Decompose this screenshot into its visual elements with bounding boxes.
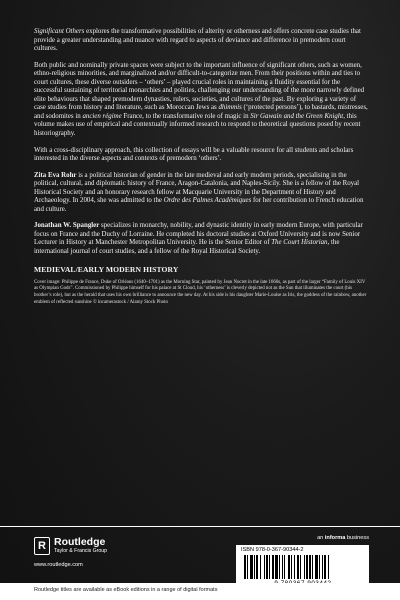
barcode-icon: [244, 555, 362, 579]
spangler-bio-b: , the international journal of court studies, and a fellow of the Royal Historical Society.: [34, 239, 340, 256]
spangler-bio-a: specializes in monarchy, nobility, and dynastic identity in early modern Europe, with particular focus on France and the Duchy of Lorraine. He completed his doctoral studies at Oxford University and is now Senior Lecturer in History at Manchester Metropolitan University. He is the Senior Editor of: [34, 222, 363, 247]
informa-tagline: [317, 535, 369, 541]
blurb-area: [34, 28, 369, 307]
rohr-bio-b: for her contribution to French education and culture.: [34, 197, 364, 213]
spangler-bio: [34, 222, 369, 256]
intro-paragraph: [34, 28, 369, 54]
rohr-bio-a: is a political historian of gender in the late medieval and early modern periods, specialising in the political, cultural, and diplomatic history of France, Aragon-Catalonia, and Naples-Sicily. She is a fellow of the Royal Historical Society and an honorary research fellow at Macquarie University in the Department of History and Archaeology. In 2004, she was admitted to the: [34, 171, 360, 205]
cover-caption: Cover image: Philippe de France, Duke of Orléans (1640–1701) as the Morning Star, painted by Jean Nocret in the late 1660s, as part of the larger “Family of Louis XIV as Olympian Gods”. Commissioned by Philippe himself for his palace at St Cloud, his ‘otherness’ is cleverly depicted not as the Sun that illuminates the court (his brother’s role), but as the herald that uses his own brilliance to announce the new day. At his side is his daughter Marie-Louise as Iris, the goddess of the rainbow, another emblem of reflected sunshine © incamerastock / Alamy Stock Photo: [34, 279, 367, 305]
subject-heading: MEDIEVAL/EARLY MODERN HISTORY: [34, 264, 179, 274]
dhimmis-term: dhimmis: [218, 104, 242, 112]
scope-text-d: , this volume makes use of empirical and contextually informed research to respond to theoretical questions posed by recent historiography.: [34, 112, 361, 138]
isbn-label: ISBN 978-0-367-90344-2: [241, 547, 304, 553]
publisher-name: Routledge: [54, 536, 106, 548]
informa-brand: informa: [324, 535, 346, 541]
footer-text: Routledge titles are available as eBook editions in a range of digital formats: [34, 587, 218, 593]
spangler-name: Jonathan W. Spangler: [34, 222, 100, 230]
scope-text-c: France, to the transformative role of magic in: [121, 112, 251, 120]
book-title: Significant Others: [34, 28, 85, 35]
scope-text-b: (‘protected persons’), to bastards, mistresses, and sodomites in: [34, 104, 368, 120]
informa-prefix: an: [317, 535, 325, 541]
spangler-journal: The Court Historian: [271, 239, 328, 247]
publisher-group: Taylor & Francis Group: [54, 548, 108, 554]
ancien-regime-term: ancien régime: [82, 112, 122, 120]
intro-text: explores the transformative possibilities of alterity or otherness and offers concrete case studies that provide a greater understanding and nuance with regard to aspects of deviance and difference in premodern court cultures.: [34, 28, 361, 53]
gawain-title: Sir Gawain and the Green Knight: [250, 112, 344, 120]
footer-strip: [0, 583, 400, 600]
informa-suffix: business: [345, 535, 369, 541]
rohr-bio: [34, 172, 369, 215]
scope-paragraph: [34, 62, 369, 139]
publisher-url[interactable]: www.routledge.com: [34, 562, 83, 568]
audience-paragraph: With a cross-disciplinary approach, this collection of essays will be a valuable resource for all students and scholars interested in the diverse aspects and contexts of premodern ‘others’.: [34, 146, 354, 163]
divider: [0, 526, 400, 527]
rohr-name: Zita Eva Rohr: [34, 171, 77, 179]
routledge-logo-icon: R: [34, 537, 50, 555]
rohr-order: Ordre des Palmes Académiques: [163, 197, 252, 205]
scope-text-a: Both public and nominally private spaces were subject to the important influence of significant others, such as women, ethno-religious minorities, and marginalized and/or difficult-to-categorize men. From their positions within and ties to court cultures, these diverse outsiders – ‘others’ – played crucial roles in maintaining a fluidity essential for the successful sustaining of territorial monarchies and polities, challenging our understanding of the more narrowly defined elite behaviours that shaped premodern dynasties, rulers, societies, and cultures of the past. By exploring a variety of case studies from history and literature, such as Moroccan Jews as: [34, 61, 365, 112]
